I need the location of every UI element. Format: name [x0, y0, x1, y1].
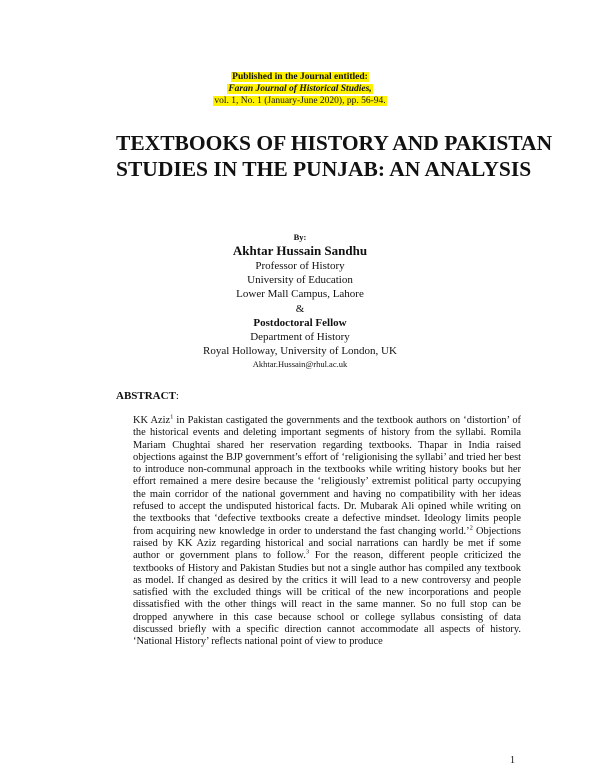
paper-title: TEXTBOOKS OF HISTORY AND PAKISTAN STUDIES IN THE PUNJAB: AN ANALYSIS — [116, 131, 553, 181]
ampersand: & — [295, 302, 305, 315]
author-position-1: Professor of History — [255, 260, 345, 272]
author-campus-1: Lower Mall Campus, Lahore — [236, 288, 364, 301]
author-position-2: Postdoctoral Fellow — [253, 316, 347, 329]
abstract-heading-colon: : — [175, 390, 179, 402]
footnote-ref-3[interactable]: 3 — [305, 548, 310, 556]
author-name: Akhtar Hussain Sandhu — [232, 243, 368, 258]
abstract-text-1: KK Aziz — [133, 415, 171, 426]
abstract-text-3: Objections raised by KK Aziz regarding historical and social narrations can hardly be met if some author or government plans to follow. — [133, 525, 521, 562]
author-institution-1: University of Education — [247, 274, 353, 287]
page-number: 1 — [510, 755, 515, 766]
journal-name: Faran Journal of Historical Studies, — [228, 84, 372, 94]
abstract-text-4: For the reason, different people criticized the textbooks of History and Pakistan Studies but not a single author has compiled any textbook as model. If changed as desired by the critics it will lead to a new controversy and people satisfied with the excluded things will be critical of the new incorporations and people dissatisfied with the other things will react in the same manner. So no full stop can be dropped anywhere in this case because school or college syllabus consisting of data discussed briefly with a specific direction cannot accommodate all aspects of history. ‘National History’ reflects national point of view to produce — [133, 550, 521, 648]
footnote-ref-2[interactable]: 2 — [469, 524, 473, 532]
author-institution-2: Royal Holloway, University of London, UK — [203, 345, 397, 358]
abstract-heading — [116, 390, 179, 402]
publication-note — [0, 71, 600, 107]
author-block — [0, 232, 600, 370]
abstract-body — [133, 415, 521, 649]
publication-line-1: Published in the Journal entitled: — [232, 72, 368, 82]
journal-volume: vol. 1, No. 1 (January-June 2020), pp. 56-94. — [214, 96, 386, 106]
author-department-2: Department of History — [250, 331, 350, 344]
footnote-ref-1[interactable]: 1 — [170, 413, 174, 421]
abstract-heading-label: ABSTRACT — [116, 390, 176, 402]
author-email[interactable]: Akhtar.Hussain@rhul.ac.uk — [252, 359, 348, 370]
abstract-text-2: in Pakistan castigated the governments and the textbook authors on ‘distortion’ of the historical events and deleting important segments of history from the syllabi. Romila Mariam Chughtai shared her reservation regarding textbooks. Thapar in India raised objections against the BJP government’s effort of ‘religionising the syllabi’ and tried her best to introduce non-communal approach in the textbooks while writing history books but her effort remained a mere desire because the ‘religiously’ extremist political party occupying the main corridor of the national government and having no compatibility with her ideas refused to accept the undisputed historical facts. Dr. Mubarak Ali opined while writing on the textbooks that ‘defective textbooks create a defective mindset. Ideology limits people from acquiring new knowledge in order to understand the fast changing world.’ — [133, 415, 521, 537]
by-label: By: — [293, 232, 307, 242]
